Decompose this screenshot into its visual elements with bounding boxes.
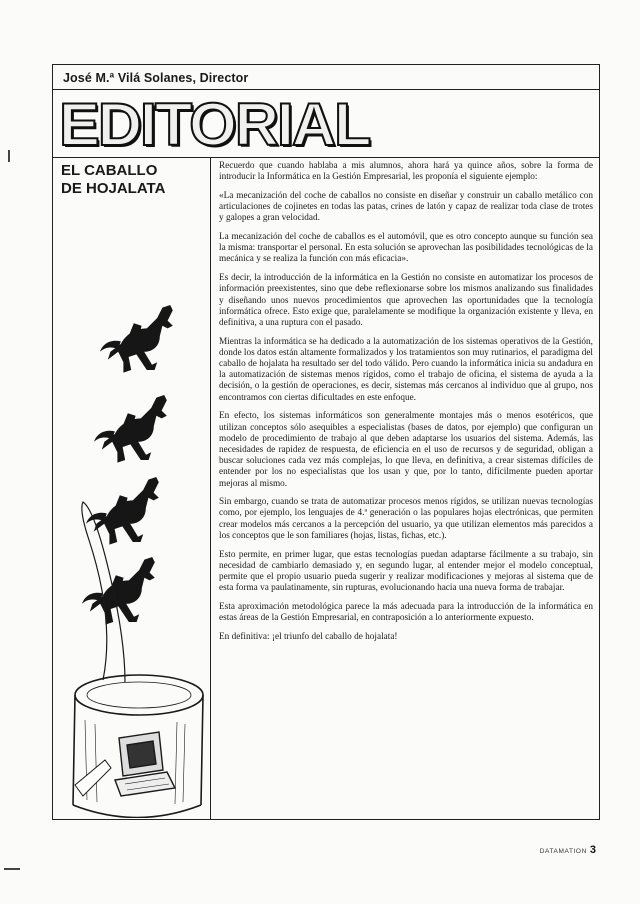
article-paragraph: Sin embargo, cuando se trata de automatizar procesos menos rígidos, se utilizan nuevas tecnologías como, por ejemplo, los lenguajes de 4.ª generación o las populares hojas electrónicas, que permiten crear modelos más cercanos a la percepción del usuario, ya que utilizan elementos más parecidos a los conceptos que le son familiares (hojas, listas, fichas, etc.). bbox=[219, 497, 593, 541]
tin-horse-illustration bbox=[55, 240, 207, 818]
article-paragraph: Es decir, la introducción de la informática en la Gestión no consiste en automatizar los procesos de información preexistentes, sino que debe reflexionarse sobre los mismos analizando sus finalidades y diseñando unos nuevos procedimientos que aprovechen las oportunidades que la tecnología informática ofrece. Esto exige que, paralelamente se modifique la organización existente y lleva, en definitiva, a una ruptura con el pasado. bbox=[219, 273, 593, 328]
article-paragraph: La mecanización del coche de caballos es el automóvil, que es otro concepto aunque su función sea la misma: transportar el personal. En esta solución se aprovechan las posibilidades tecnológicas de la mecánica y se realiza la función con más eficacia». bbox=[219, 232, 593, 265]
article-paragraph: Recuerdo que cuando hablaba a mis alumnos, ahora hará ya quince años, sobre la forma de introducir la Informática en la Gestión Empresarial, les proponía el siguiente ejemplo: bbox=[219, 161, 593, 183]
publication-name: DATAMATION bbox=[539, 848, 587, 855]
author-byline: José M.ª Vilá Solanes, Director bbox=[53, 65, 599, 90]
scan-mark bbox=[4, 868, 20, 870]
horse-silhouette-icon bbox=[86, 477, 159, 545]
article-paragraph: Esto permite, en primer lugar, que estas tecnologías puedan adaptarse fácilmente a su trabajo, sin necesidad de cambiarlo demasiado y, en segundo lugar, al entender mejor el modelo conceptual, permite que el propio usuario pueda sugerir y realizar modificaciones y mejoras al sistema que de esta forma va paulatinamente, sin rupturas, evolucionando hacia una nueva forma de trabajar. bbox=[219, 549, 593, 594]
section-masthead: EDITORIAL bbox=[59, 91, 370, 158]
column-rule bbox=[210, 157, 211, 819]
page-number: 3 bbox=[589, 844, 596, 856]
headline-line-1: EL CABALLO bbox=[61, 162, 158, 179]
headline-line-2: DE HOJALATA bbox=[61, 180, 166, 197]
masthead-rule bbox=[53, 157, 599, 158]
editorial-frame bbox=[52, 64, 600, 820]
article-paragraph: En efecto, los sistemas informáticos son generalmente montajes más o menos esotéricos, que utilizan conceptos sólo asequibles a especialistas (bases de datos, por ejemplo) que configuran un modelo de procedimiento de trabajo al que deben adaptarse los usuarios del sistema. Además, las necesidades de rapidez de respuesta, de eficiencia en el uso de recursos y de seguridad, obligan a buscar soluciones cada vez más complejas, lo que lleva, en definitiva, a crear sistemas difíciles de entender por los no especialistas que los usan y que, por lo tanto, difícilmente pueden aportar mejoras al mismo. bbox=[219, 411, 593, 489]
article-body bbox=[219, 161, 593, 651]
horse-silhouette-icon bbox=[100, 305, 173, 373]
scan-mark bbox=[8, 150, 10, 162]
article-paragraph: En definitiva: ¡el triunfo del caballo de hojalata! bbox=[219, 631, 398, 642]
article-paragraph: Mientras la informática se ha dedicado a la automatización de los sistemas operativos de la Gestión, donde los datos están altamente formalizados y los tratamientos son muy rutinarios, el paradigma del caballo de hojalata ha resultado ser del todo válido. Pero cuando la informática inicia su andadura en la automatización de sistemas menos rígidos, como el trabajo de oficina, el sistema de ayuda a la decisión, o la gestión de operaciones, es decir, sistemas más cercanos al individuo que al grupo, nos encontramos con ciertas dificultades en este enfoque. bbox=[219, 336, 593, 403]
computer-terminal-icon bbox=[75, 732, 175, 796]
horse-silhouette-icon bbox=[94, 395, 167, 463]
article-paragraph: «La mecanización del coche de caballos no consiste en diseñar y construir un caballo metálico con articulaciones de cojinetes en todas las patas, crines de latón y capaz de realizar toda clase de trotes y galopes a gran velocidad. bbox=[219, 190, 593, 224]
headline bbox=[61, 162, 206, 198]
page-footer bbox=[540, 844, 596, 856]
article-paragraph: Esta aproximación metodológica parece la más adecuada para la introducción de la informática en estas áreas de la Gestión Empresarial, en contraposición a lo anteriormente expuesto. bbox=[219, 601, 593, 624]
